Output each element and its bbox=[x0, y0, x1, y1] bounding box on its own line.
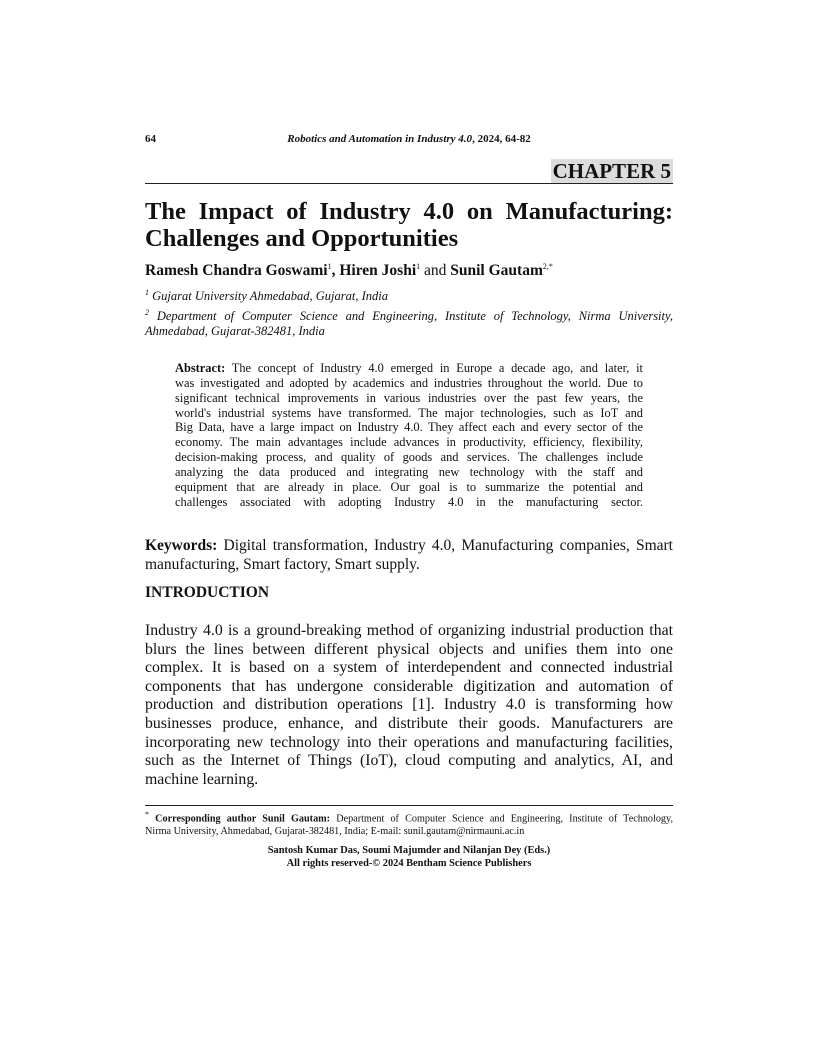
footnote-line: Nirma University, Ahmedabad, Gujarat-382481, India; E-mail: sunil.gautam@nirmauni.ac.in bbox=[145, 826, 525, 838]
author-sep: , bbox=[331, 262, 340, 280]
section-heading: INTRODUCTION bbox=[145, 584, 270, 601]
keywords-line: manufacturing, Smart factory, Smart supply. bbox=[145, 556, 420, 573]
author-sup: 2,* bbox=[542, 262, 553, 271]
keywords-line bbox=[145, 536, 673, 555]
footnote-rule bbox=[145, 805, 673, 806]
chapter-title bbox=[145, 198, 673, 252]
body-line: such as the Internet of Things (IoT), cloud computing and analytics, AI, and bbox=[145, 752, 673, 770]
introduction-paragraph bbox=[145, 622, 673, 789]
keywords bbox=[145, 536, 673, 574]
author-name: Hiren Joshi bbox=[339, 262, 417, 280]
footnote-text: Department of Computer Science and Engineering, Institute of Technology, bbox=[330, 813, 674, 825]
footnote-sup: * bbox=[145, 810, 149, 819]
journal-info: , 2024, 64-82 bbox=[472, 133, 531, 145]
abstract-line bbox=[175, 361, 643, 376]
keywords-text: Digital transformation, Industry 4.0, Manufacturing companies, Smart bbox=[217, 537, 673, 554]
abstract-label: Abstract: bbox=[175, 361, 226, 375]
abstract-line: equipment that are already in place. Our goal is to summarize the potential and bbox=[175, 479, 643, 494]
affiliation-text: Department of Computer Science and Engineering, Institute of Technology, Nirma University, bbox=[149, 309, 673, 324]
body-line: blurs the lines between different physical objects and unifies them into one bbox=[145, 640, 673, 658]
abstract-text: The concept of Industry 4.0 emerged in Europe a decade ago, and later, it bbox=[225, 361, 643, 375]
affiliation-2 bbox=[145, 305, 673, 339]
author-name: Sunil Gautam bbox=[450, 262, 543, 280]
body-line: businesses produce, enhance, and distribute their goods. Manufacturers are bbox=[145, 714, 673, 732]
author-list bbox=[145, 262, 553, 280]
abstract bbox=[175, 361, 643, 509]
body-line: complex. It is based on a system of interdependent and connected industrial bbox=[145, 659, 673, 677]
affiliation-sup: 1 bbox=[145, 288, 149, 297]
author-sup: 1 bbox=[416, 262, 421, 271]
author-sup: 1 bbox=[327, 262, 332, 271]
publisher-info bbox=[145, 844, 673, 870]
abstract-line: economy. The main advantages include advances in productivity, efficiency, flexibility, bbox=[175, 435, 643, 450]
affiliation-sup: 2 bbox=[145, 308, 149, 317]
affiliation-line: Ahmedabad, Gujarat-382481, India bbox=[145, 324, 325, 339]
body-line: machine learning. bbox=[145, 770, 259, 788]
abstract-line: was investigated and adopted by academics and industries throughout the world. Due to bbox=[175, 375, 643, 390]
title-line: The Impact of Industry 4.0 on Manufacturing: bbox=[145, 198, 673, 225]
affiliation-text: Gujarat University Ahmedabad, Gujarat, India bbox=[149, 289, 388, 304]
author-sep: and bbox=[420, 262, 451, 280]
chapter-label: CHAPTER 5 bbox=[552, 159, 671, 183]
footnote-line bbox=[145, 808, 673, 825]
affiliation-line bbox=[145, 305, 673, 324]
footnote bbox=[145, 808, 673, 838]
abstract-line: Big Data, have a large impact on Industry 4.0. They affect each and every sector of the bbox=[175, 420, 643, 435]
page-number: 64 bbox=[145, 133, 156, 145]
body-line: production and distribution operations [1]. Industry 4.0 is transforming how bbox=[145, 696, 673, 714]
editors: Santosh Kumar Das, Soumi Majumder and Nilanjan Dey (Eds.) bbox=[267, 845, 551, 856]
abstract-line: decision-making process, and quality of goods and services. The challenges include bbox=[175, 450, 643, 465]
journal-citation bbox=[145, 133, 673, 145]
copyright: All rights reserved-© 2024 Bentham Science Publishers bbox=[286, 858, 532, 869]
author-name: Ramesh Chandra Goswami bbox=[145, 262, 328, 280]
header-rule bbox=[145, 183, 673, 184]
abstract-line: analyzing the data produced and integrating new technology with the staff and bbox=[175, 464, 643, 479]
body-line: Industry 4.0 is a ground-breaking method of organizing industrial production that bbox=[145, 622, 673, 639]
affiliation-1 bbox=[145, 285, 673, 304]
abstract-line: world's industrial systems have transformed. The major technologies, such as IoT and bbox=[175, 405, 643, 420]
abstract-line: significant technical improvements in various industries over the past few years, the bbox=[175, 390, 643, 405]
body-line: incorporating new technology into their operations and manufacturing facilities, bbox=[145, 733, 673, 751]
footnote-label: Corresponding author Sunil Gautam: bbox=[149, 813, 331, 825]
body-line: components that has undergone considerable digitization and automation of bbox=[145, 677, 673, 695]
keywords-label: Keywords: bbox=[145, 537, 218, 554]
abstract-line: challenges associated with adopting Industry 4.0 in the manufacturing sector. bbox=[175, 494, 643, 509]
title-line: Challenges and Opportunities bbox=[145, 225, 459, 252]
journal-title: Robotics and Automation in Industry 4.0 bbox=[287, 133, 473, 145]
